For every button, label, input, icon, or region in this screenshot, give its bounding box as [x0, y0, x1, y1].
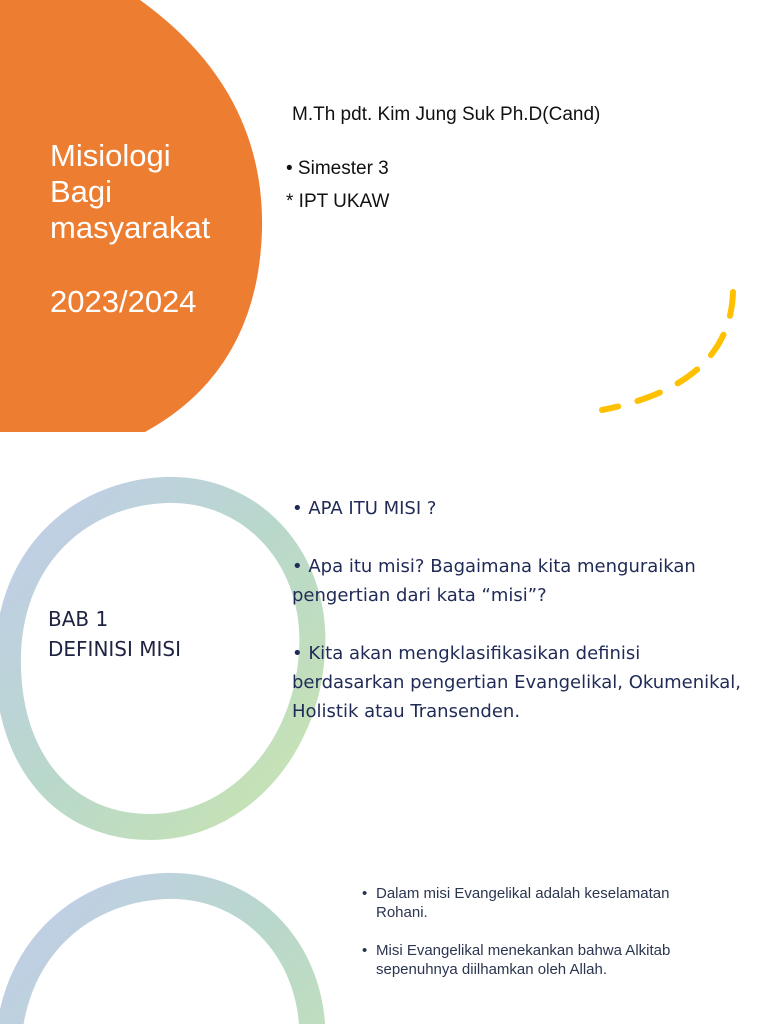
chapter-heading: [48, 604, 181, 664]
evangelical-notes: [362, 884, 712, 998]
yellow-dashed-arc: [590, 280, 750, 430]
content-slide: [0, 866, 768, 1024]
list-item-text: Dalam misi Evangelikal adalah keselamatan Rohani.: [376, 885, 670, 921]
chapter-number: BAB 1: [48, 607, 109, 631]
title-line: masyarakat: [50, 210, 211, 245]
list-item: • Kita akan mengklasifikasikan definisi berdasarkan pengertian Evangelikal, Okumenikal, Holistik atau Transenden.: [292, 643, 742, 722]
list-item-text: Misi Evangelikal menekankan bahwa Alkitab sepenuhnya diilhamkan oleh Allah.: [376, 942, 671, 978]
list-item: • Apa itu misi? Bagaimana kita menguraikan pengertian dari kata “misi”?: [292, 556, 696, 606]
bullet-dot: •: [362, 885, 368, 902]
institution-line: * IPT UKAW: [286, 191, 390, 212]
list-item: • APA ITU MISI ?: [292, 498, 437, 519]
bullet-dot: •: [362, 942, 368, 959]
chapter-slide: [0, 432, 768, 866]
author-line: M.Th pdt. Kim Jung Suk Ph.D(Cand): [292, 104, 601, 125]
title-line: Bagi: [50, 174, 113, 209]
title-line: Misiologi: [50, 138, 171, 173]
chapter-title: DEFINISI MISI: [48, 637, 181, 661]
semester-line: • Simester 3: [286, 158, 389, 179]
list-item: [362, 884, 712, 922]
question-list: [292, 494, 752, 755]
title-slide: [0, 0, 768, 432]
gradient-ring-shape: [0, 866, 340, 1024]
academic-year: 2023/2024: [50, 284, 197, 319]
presentation-title: [50, 138, 210, 320]
list-item: [362, 941, 712, 979]
